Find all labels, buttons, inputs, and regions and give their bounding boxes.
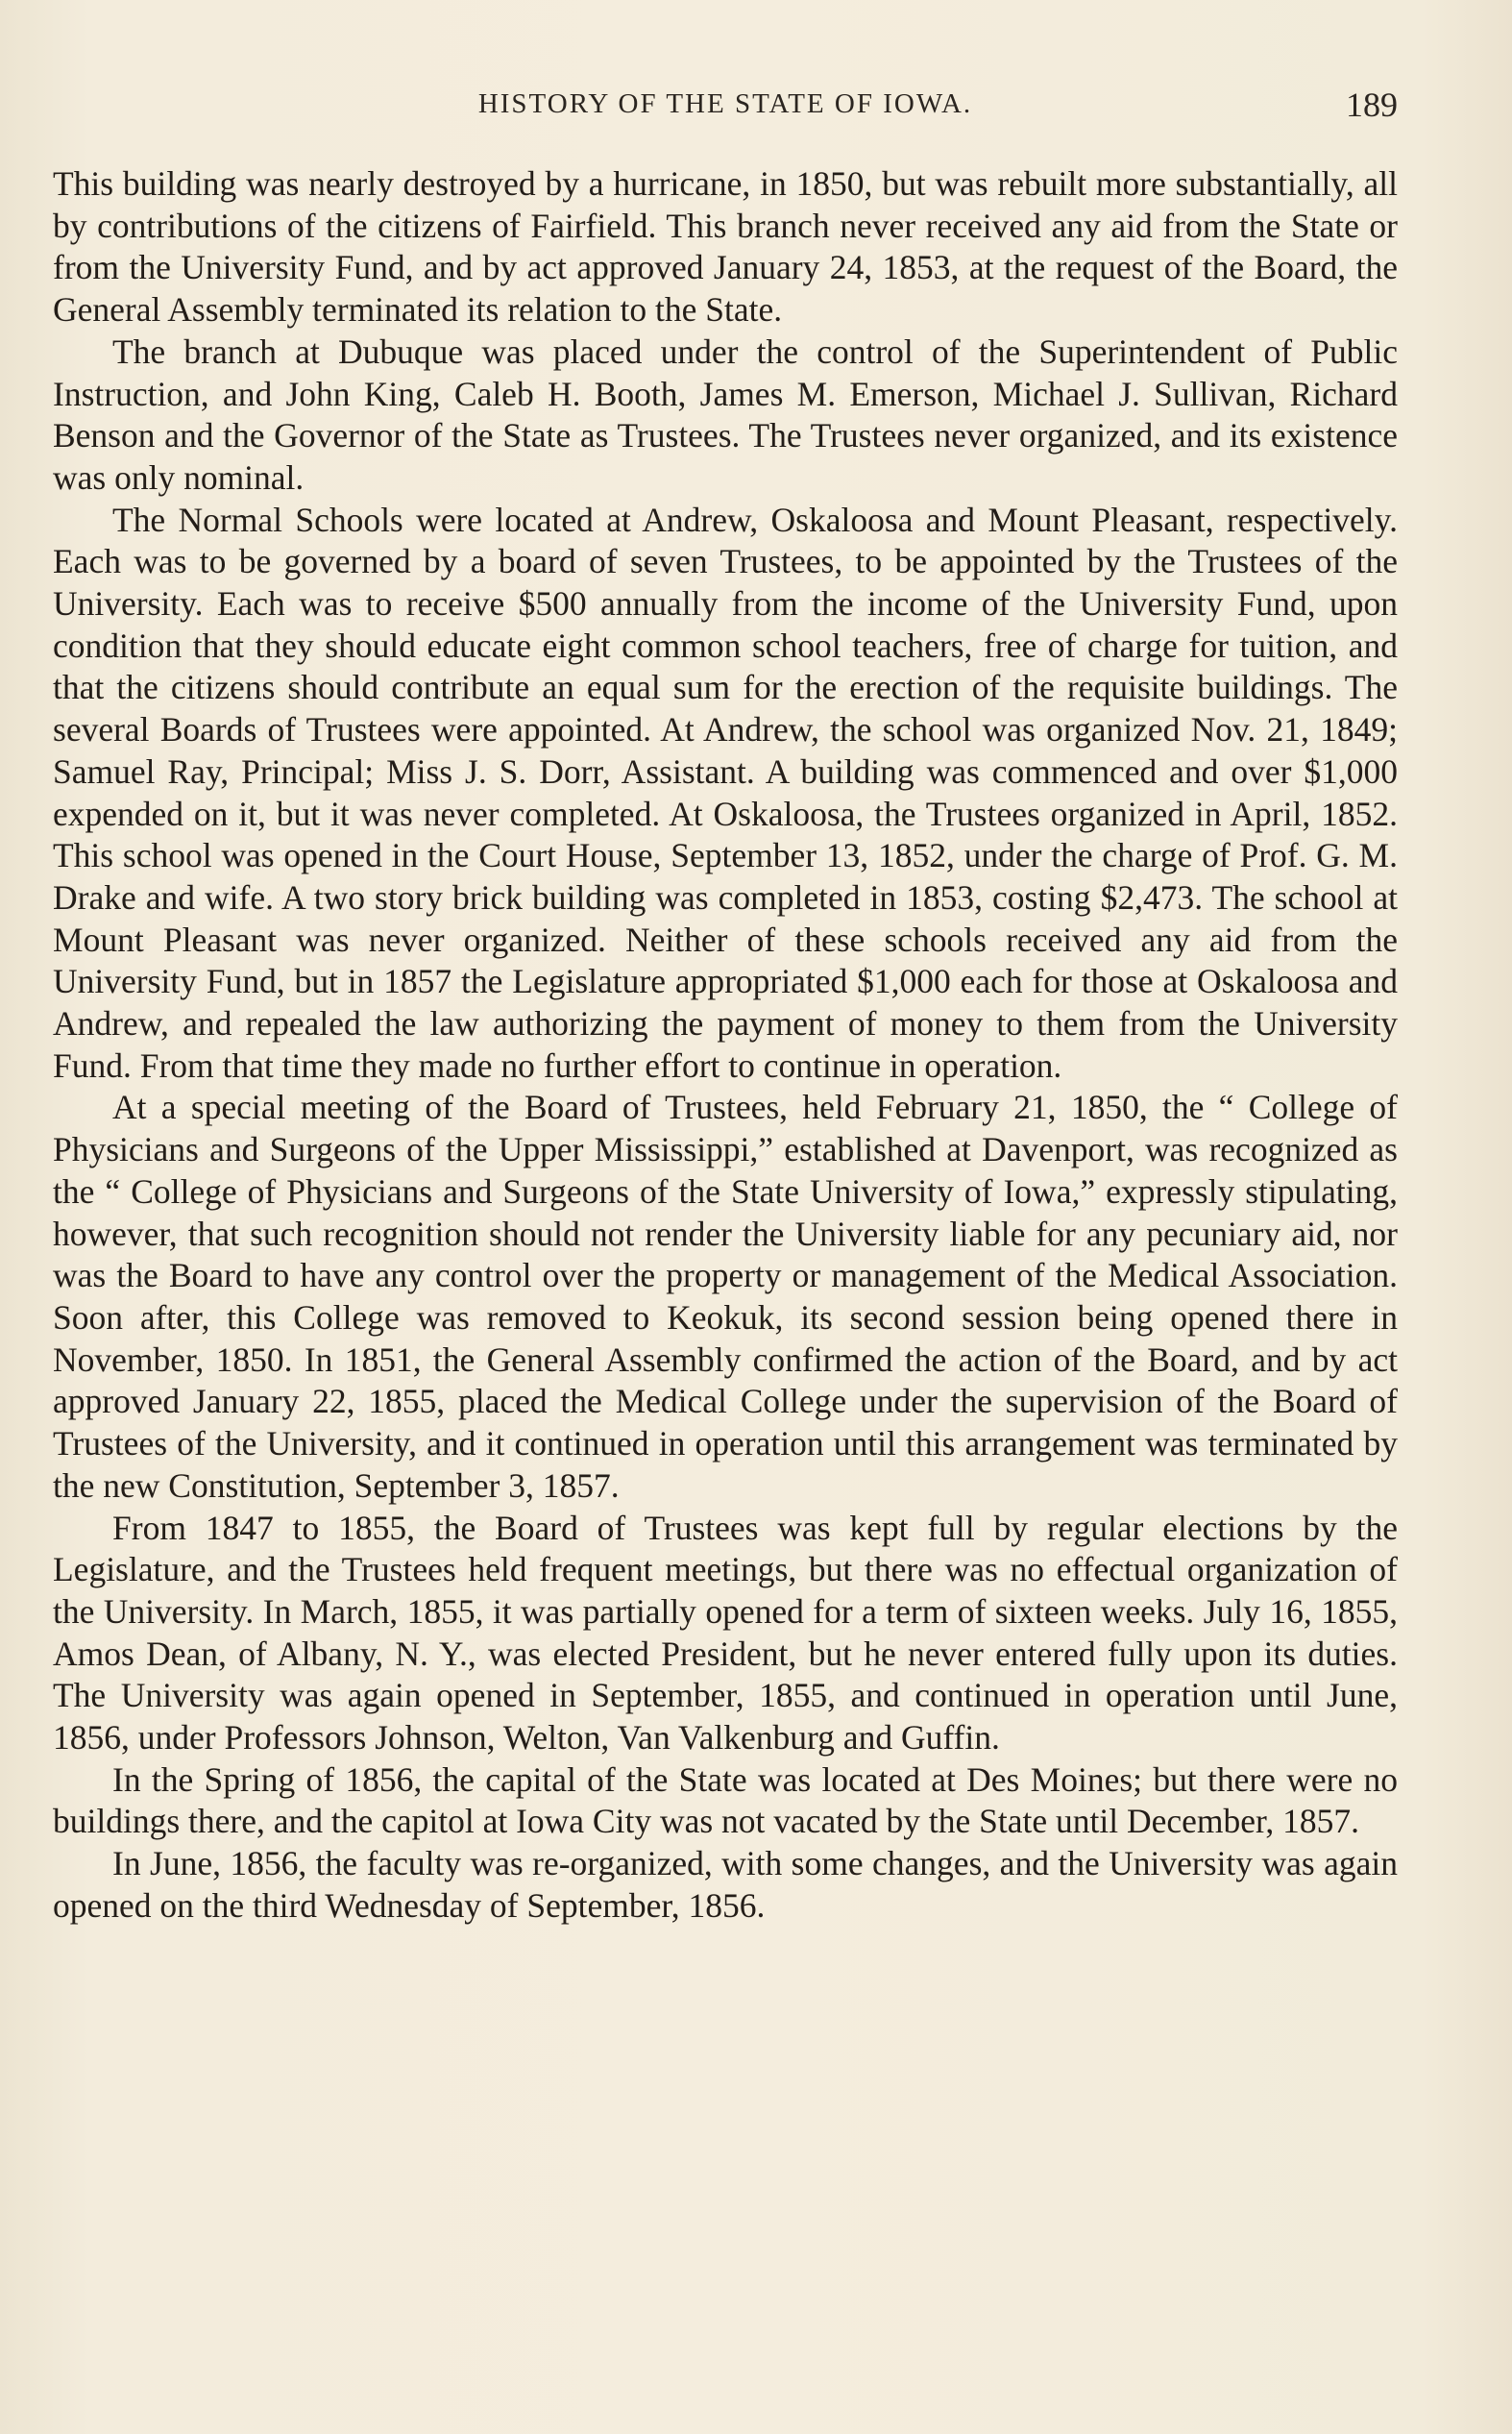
- paragraph: At a special meeting of the Board of Trustees, held February 21, 1850, the “ College of Physicians and Surgeons of the Upper Mississippi,” established at Davenport, was recognized as the “ College of Physicians and Surgeons of the State University of Iowa,” expressly stipulating, however, that such recognition should not render the University liable for any pecuniary aid, nor was the Board to have any control over the property or management of the Medical Association. Soon after, this College was removed to Keokuk, its second session being opened there in November, 1850. In 1851, the General Assembly confirmed the action of the Board, and by act approved January 22, 1855, placed the Medical College under the supervision of the Board of Trustees of the University, and it continued in operation until this arrangement was terminated by the new Constitution, September 3, 1857.: [53, 1088, 1398, 1505]
- paragraph: From 1847 to 1855, the Board of Trustees was kept full by regular elections by the Legislature, and the Trustees held frequent meetings, but there was no effectual organization of the University. In March, 1855, it was partially opened for a term of sixteen weeks. July 16, 1855, Amos Dean, of Albany, N. Y., was elected President, but he never entered fully upon its duties. The University was again opened in September, 1855, and continued in operation until June, 1856, under Professors Johnson, Welton, Van Valkenburg and Guffin.: [53, 1508, 1398, 1758]
- page-number: 189: [1346, 86, 1398, 124]
- paragraph: This building was nearly destroyed by a hurricane, in 1850, but was rebuilt more substantially, all by contributions of the citizens of Fairfield. This branch never received any aid from the State or from the University Fund, and by act approved January 24, 1853, at the request of the Board, the General Assembly terminated its relation to the State.: [53, 164, 1398, 330]
- paragraph: The branch at Dubuque was placed under the control of the Superintendent of Public Instruction, and John King, Caleb H. Booth, James M. Emerson, Michael J. Sullivan, Richard Benson and the Governor of the State as Trustees. The Trustees never organized, and its existence was only nominal.: [53, 332, 1398, 497]
- page-header: [53, 85, 1398, 129]
- paragraph: In the Spring of 1856, the capital of the State was located at Des Moines; but there were no buildings there, and the capitol at Iowa City was not vacated by the State until December, 1857.: [53, 1759, 1398, 1841]
- body-text: [53, 163, 1398, 1928]
- paragraph: The Normal Schools were located at Andrew, Oskaloosa and Mount Pleasant, respectively. Each was to be governed by a board of seven Trustees, to be appointed by the Trustees of the University. Each was to receive $500 annually from the income of the University Fund, upon condition that they should educate eight common school teachers, free of charge for tuition, and that the citizens should contribute an equal sum for the erection of the requisite buildings. The several Boards of Trustees were appointed. At Andrew, the school was organized Nov. 21, 1849; Samuel Ray, Principal; Miss J. S. Dorr, Assistant. A building was commenced and over $1,000 expended on it, but it was never completed. At Oskaloosa, the Trustees organized in April, 1852. This school was opened in the Court House, September 13, 1852, under the charge of Prof. G. M. Drake and wife. A two story brick building was completed in 1853, costing $2,473. The school at Mount Pleasant was never organized. Neither of these schools received any aid from the University Fund, but in 1857 the Legislature appropriated $1,000 each for those at Oskaloosa and Andrew, and repealed the law authorizing the payment of money to them from the University Fund. From that time they made no further effort to continue in operation.: [53, 500, 1398, 1085]
- paragraph: In June, 1856, the faculty was re-organized, with some changes, and the University was again opened on the third Wednesday of September, 1856.: [53, 1844, 1398, 1925]
- running-title: HISTORY OF THE STATE OF IOWA.: [477, 88, 973, 119]
